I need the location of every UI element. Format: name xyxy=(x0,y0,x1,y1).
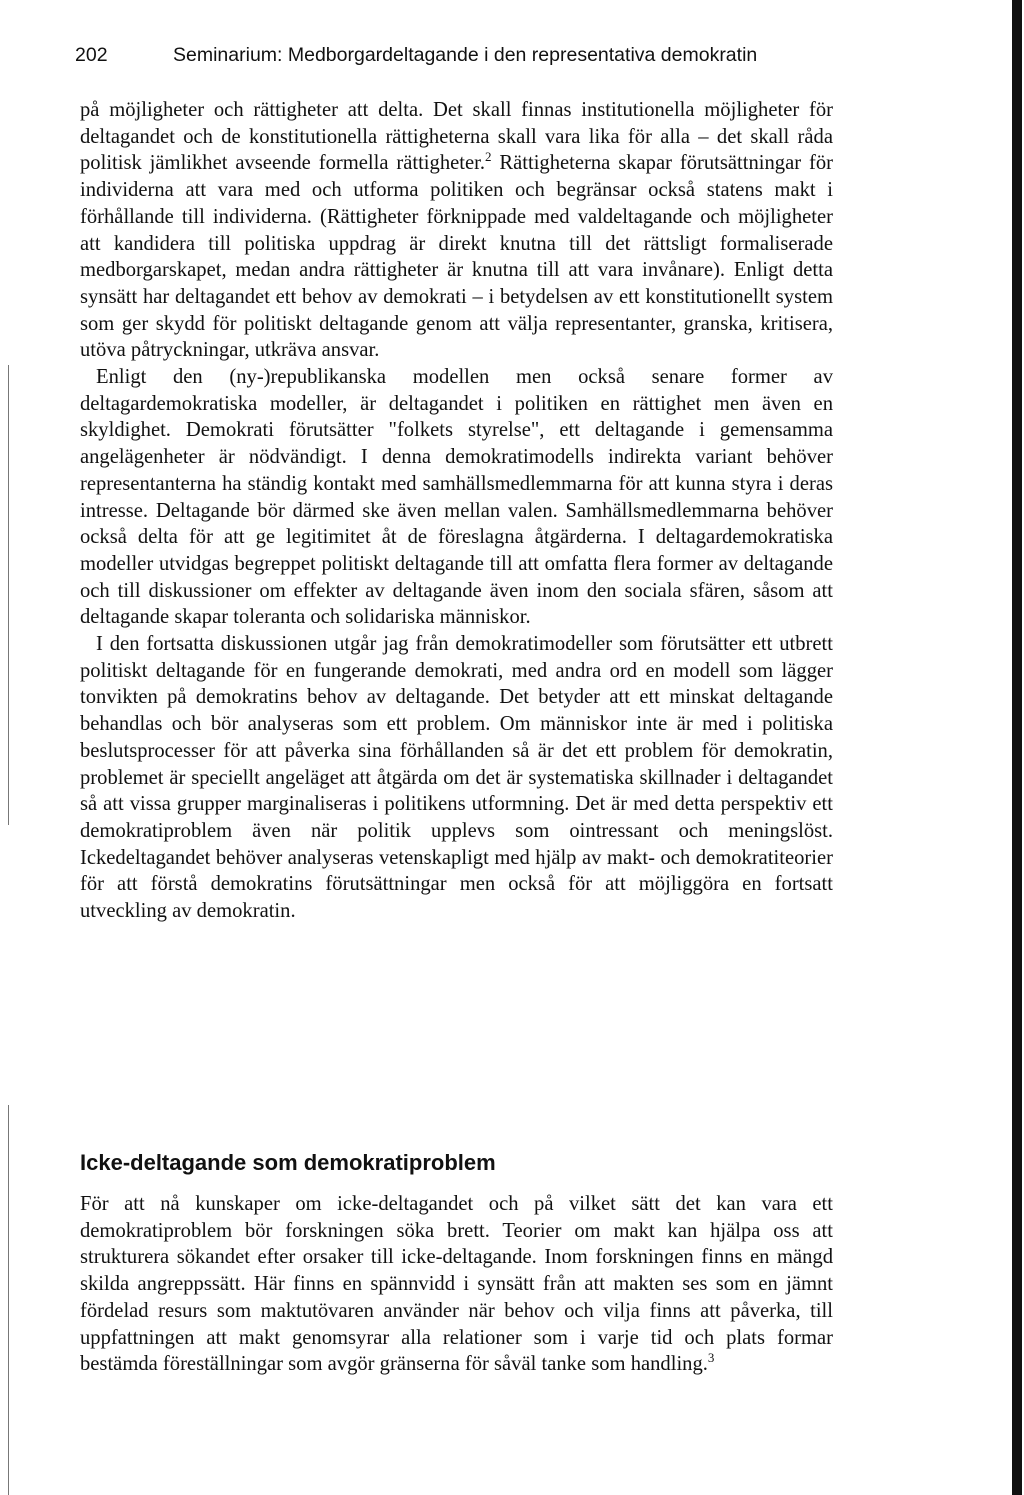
page-number: 202 xyxy=(75,44,108,66)
scan-edge-bar xyxy=(1012,0,1022,1495)
paragraph-1 xyxy=(80,97,833,364)
running-title: Seminarium: Medborgardeltagande i den representativa demokratin xyxy=(173,44,758,66)
paragraph-3: I den fortsatta diskussionen utgår jag från demokratimodeller som förutsätter ett utbrett politiskt deltagande för en fungerande demokrati, med andra ord en modell som lägger tonvikten på demokratins behov av deltagande. Det betyder att ett minskat deltagande behandlas och bör analyseras som ett problem. Om människor inte är med i politiska beslutsprocesser för att påverka sina förhållanden så är det ett problem för demokratin, problemet är speciellt angeläget att åtgärda om det är systematiska skillnader i deltagandet så att vissa grupper marginaliseras i politikens utformning. Det är med detta perspektiv ett demokratiproblem även när politik upplevs som ointressant och meningslöst. Ickedeltagandet behöver analyseras vetenskapligt med hjälp av makt- och demokratiteorier för att förstå demokratins förutsättningar men också för att möjliggöra en fortsatt utveckling av demokratin. xyxy=(80,633,833,923)
paragraph-2: Enligt den (ny-)republikanska modellen men också senare former av deltagardemokratiska modeller, är deltagandet i politiken en rättighet men även en skyldighet. Demokrati förutsätter "folkets styrelse", ett deltagande i gemensamma angelägenheter är nödvändigt. I denna demokratimodells indirekta variant behöver representanterna ha ständig kontakt med samhällsmedlemmarna för att kunna styra i deras intresse. Deltagande bör därmed ske även mellan valen. Samhällsmedlemmarna behöver också delta för att ge legitimitet åt de föreslagna åtgärderna. I deltagardemokratiska modeller utvidgas begreppet politiskt deltagande till att omfatta flera former av deltagande och till diskussioner om effekter av deltagande även inom den sociala sfären, såsom att deltagande skapar toleranta och solidariska människor. xyxy=(80,366,833,629)
running-header xyxy=(75,44,975,74)
scan-margin-line xyxy=(8,365,9,825)
footnote-ref-3: 3 xyxy=(707,1350,715,1366)
scan-margin-line-lower xyxy=(8,1105,9,1495)
paragraph-1-continued: Rättigheterna skapar förutsättningar för individerna att vara med och utforma politiken och begränsar också statens makt i förhållande till individerna. (Rättigheter förknippade med valdeltagande och möjligheter att kandidera till politiska uppdrag är direkt knutna till det rättsligt formaliserade medborgarskapet, medan andra rättigheter är knutna till att vara invånare). Enligt detta synsätt har deltagandet ett behov av demokrati – i betydelsen av ett konstitutionellt system som ger skydd för politiskt deltagande genom att välja representanter, granska, kritisera, utöva påtryckningar, utkräva ansvar. xyxy=(80,152,833,362)
body-text xyxy=(80,97,833,925)
section-paragraph-1 xyxy=(80,1191,833,1378)
footnote-ref-2: 2 xyxy=(485,149,492,165)
section-text xyxy=(80,1191,833,1378)
section-paragraph-1-text: För att nå kunskaper om icke-deltagandet och på vilket sätt det kan vara ett demokratiproblem bör forskningen söka brett. Teorier om makt kan hjälpa oss att strukturera sökandet efter orsaker till icke-deltagande. Inom forskningen finns en mängd skilda angreppssätt. Här finns en spännvidd i synsätt från att makten ses som en jämnt fördelad resurs som maktutövaren använder när behov och vilja finns att påverka, till uppfattningen att makt genomsyrar alla relationer som i varje tid och plats formar bestämda föreställningar som avgör gränserna för såväl tanke som handling. xyxy=(80,1193,833,1376)
section-heading: Icke-deltagande som demokratiproblem xyxy=(80,1150,496,1175)
paragraph-1-text: på möjligheter och rättigheter att delta. Det skall finnas institutionella möjligheter för deltagandet och de konstitutionella rättigheterna skall vara lika för alla – det skall råda politisk jämlikhet avseende formella rättigheter. xyxy=(80,99,833,175)
